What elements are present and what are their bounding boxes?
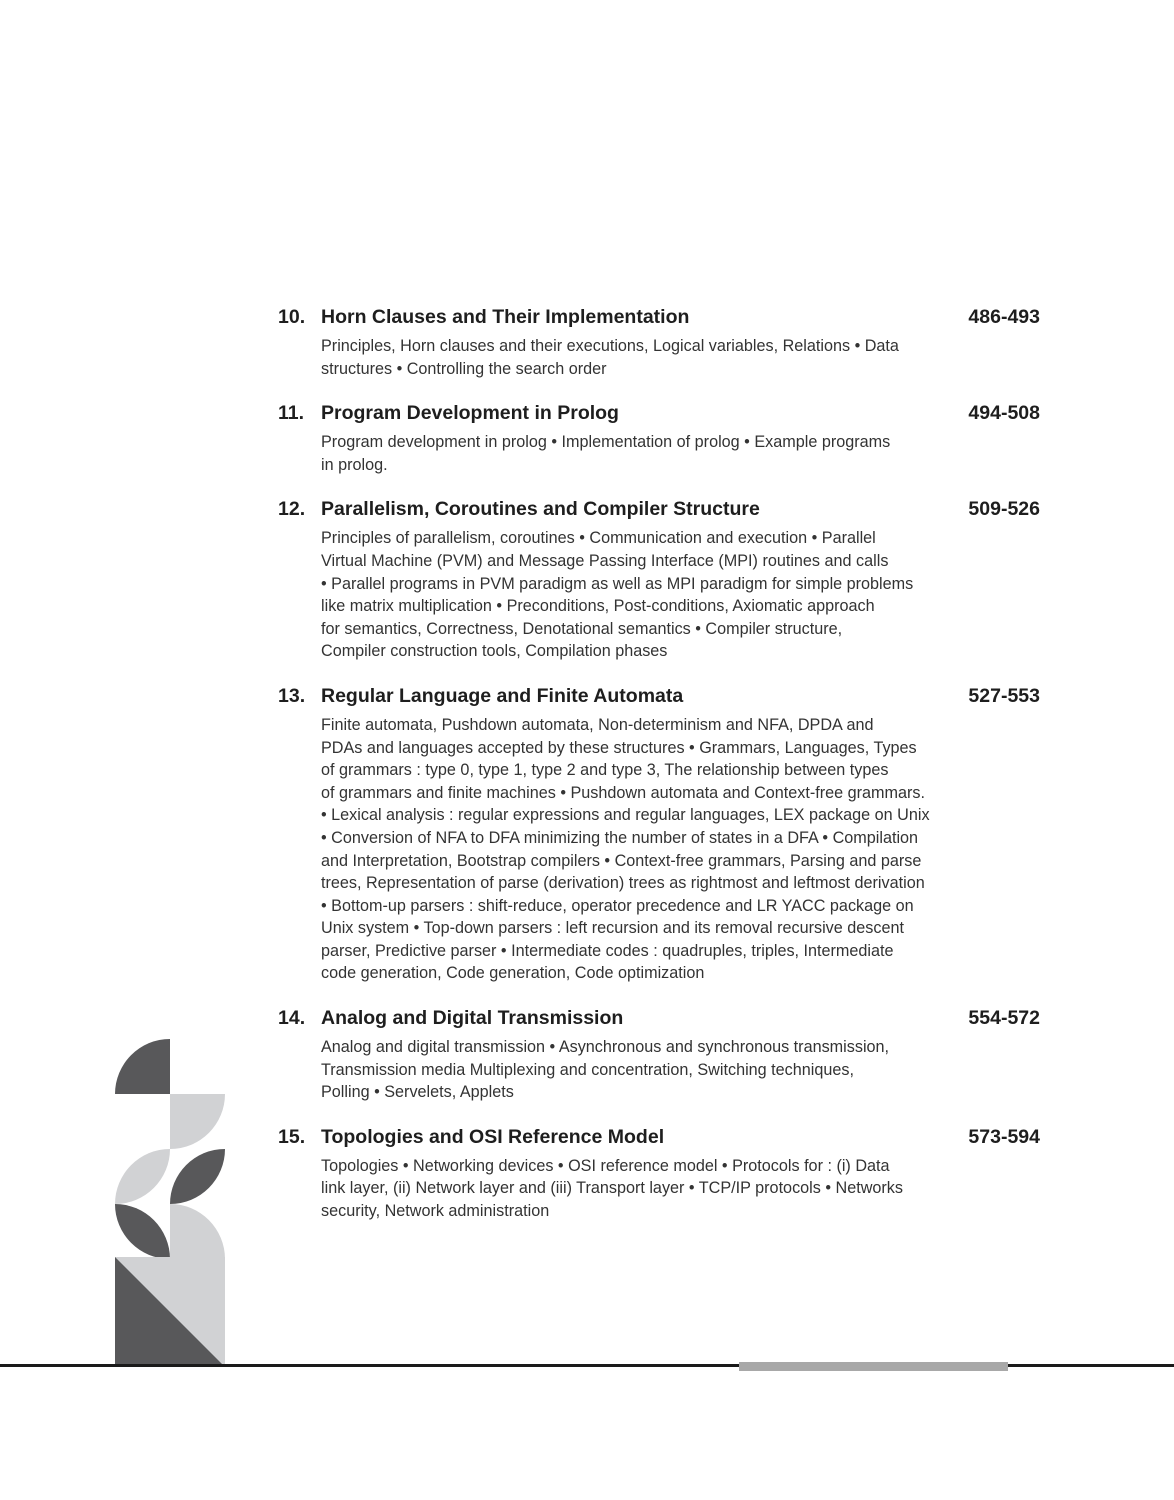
- chapter-title: Parallelism, Coroutines and Compiler Structure: [321, 498, 760, 521]
- toc-entry: [278, 399, 1048, 476]
- topic-line: and Interpretation, Bootstrap compilers • Context-free grammars, Parsing and parse: [321, 851, 922, 870]
- topic-line: code generation, Code generation, Code optimization: [321, 964, 705, 983]
- topic-line: Analog and digital transmission • Asynchronous and synchronous transmission,: [321, 1038, 890, 1057]
- chapter-title: Analog and Digital Transmission: [321, 1007, 624, 1030]
- topic-line: • Conversion of NFA to DFA minimizing the number of states in a DFA • Compilation: [321, 828, 919, 847]
- chapter-number: 12.: [278, 498, 306, 521]
- topic-line: Unix system • Top-down parsers : left recursion and its removal recursive descent: [321, 919, 904, 938]
- topic-line: of grammars and finite machines • Pushdown automata and Context-free grammars.: [321, 783, 925, 802]
- toc-entry: [278, 1004, 1048, 1104]
- chapter-title: Horn Clauses and Their Implementation: [321, 306, 690, 328]
- chapter-number: 11.: [278, 402, 305, 425]
- topic-line: Transmission media Multiplexing and concentration, Switching techniques,: [321, 1060, 854, 1079]
- chapter-title: Regular Language and Finite Automata: [321, 684, 684, 707]
- chapter-topics: [321, 1036, 961, 1104]
- toc-entry: [278, 495, 1048, 663]
- chapter-title: Topologies and OSI Reference Model: [321, 1125, 665, 1148]
- decorative-geometric-pattern: [115, 1039, 225, 1367]
- page-range: 554-572: [968, 1007, 1040, 1030]
- topic-line: structures • Controlling the search order: [321, 359, 607, 378]
- topic-line: parser, Predictive parser • Intermediate codes : quadruples, triples, Intermediate: [321, 941, 894, 960]
- topic-line: Principles, Horn clauses and their executions, Logical variables, Relations • Data: [321, 337, 899, 355]
- light-quarter-circle-shape: [170, 1094, 225, 1149]
- page-range: 494-508: [968, 402, 1040, 425]
- toc-entry: [278, 303, 1048, 380]
- chapter-topics: [321, 714, 961, 985]
- light-leaf-shape: [115, 1149, 170, 1204]
- topic-line: Polling • Servelets, Applets: [321, 1083, 514, 1102]
- page-range: 486-493: [968, 306, 1040, 328]
- topic-line: of grammars : type 0, type 1, type 2 and type 3, The relationship between types: [321, 761, 889, 780]
- page-range: 509-526: [968, 498, 1040, 521]
- topic-line: like matrix multiplication • Preconditions, Post-conditions, Axiomatic approach: [321, 597, 875, 616]
- topic-line: Virtual Machine (PVM) and Message Passing Interface (MPI) routines and calls: [321, 551, 889, 570]
- chapter-topics: [321, 335, 961, 380]
- page-range: 573-594: [968, 1125, 1040, 1148]
- page-range: 527-553: [968, 684, 1040, 707]
- table-of-contents: [278, 303, 1048, 1242]
- chapter-topics: [321, 1155, 961, 1223]
- light-arch-shape: [170, 1204, 225, 1259]
- topic-line: Compiler construction tools, Compilation phases: [321, 642, 668, 661]
- topic-line: Finite automata, Pushdown automata, Non-determinism and NFA, DPDA and: [321, 715, 874, 734]
- dark-leaf-shape: [170, 1149, 225, 1204]
- topic-line: in prolog.: [321, 455, 388, 474]
- toc-entry-heading: [278, 682, 1048, 710]
- toc-entry-heading: [278, 399, 1048, 427]
- toc-entry: [278, 682, 1048, 985]
- chapter-title: Program Development in Prolog: [321, 402, 619, 425]
- topic-line: • Lexical analysis : regular expressions and regular languages, LEX package on Unix: [321, 806, 930, 825]
- topic-line: link layer, (ii) Network layer and (iii) Transport layer • TCP/IP protocols • Networks: [321, 1179, 903, 1198]
- topic-line: PDAs and languages accepted by these structures • Grammars, Languages, Types: [321, 738, 917, 757]
- toc-entry-heading: [278, 303, 1048, 331]
- dark-quarter-circle-shape: [115, 1039, 170, 1094]
- toc-entry-heading: [278, 1123, 1048, 1151]
- topic-line: security, Network administration: [321, 1202, 550, 1221]
- toc-entry: [278, 1123, 1048, 1223]
- topic-line: Topologies • Networking devices • OSI reference model • Protocols for : (i) Data: [321, 1156, 890, 1175]
- chapter-topics: [321, 431, 961, 476]
- topic-line: Program development in prolog • Implementation of prolog • Example programs: [321, 433, 891, 452]
- topic-line: • Bottom-up parsers : shift-reduce, operator precedence and LR YACC package on: [321, 896, 914, 915]
- footer-accent-bar: [739, 1362, 1008, 1371]
- topic-line: for semantics, Correctness, Denotational semantics • Compiler structure,: [321, 619, 843, 638]
- toc-entry-heading: [278, 495, 1048, 523]
- topic-line: trees, Representation of parse (derivation) trees as rightmost and leftmost derivation: [321, 874, 925, 893]
- chapter-number: 13.: [278, 684, 306, 707]
- toc-entry-heading: [278, 1004, 1048, 1032]
- chapter-number: 15.: [278, 1125, 306, 1148]
- dark-leaf-shape-lower: [115, 1204, 170, 1259]
- topic-line: Principles of parallelism, coroutines • Communication and execution • Parallel: [321, 529, 876, 548]
- chapter-number: 10.: [278, 306, 306, 328]
- topic-line: • Parallel programs in PVM paradigm as well as MPI paradigm for simple problems: [321, 574, 914, 593]
- chapter-topics: [321, 527, 961, 663]
- chapter-number: 14.: [278, 1007, 306, 1030]
